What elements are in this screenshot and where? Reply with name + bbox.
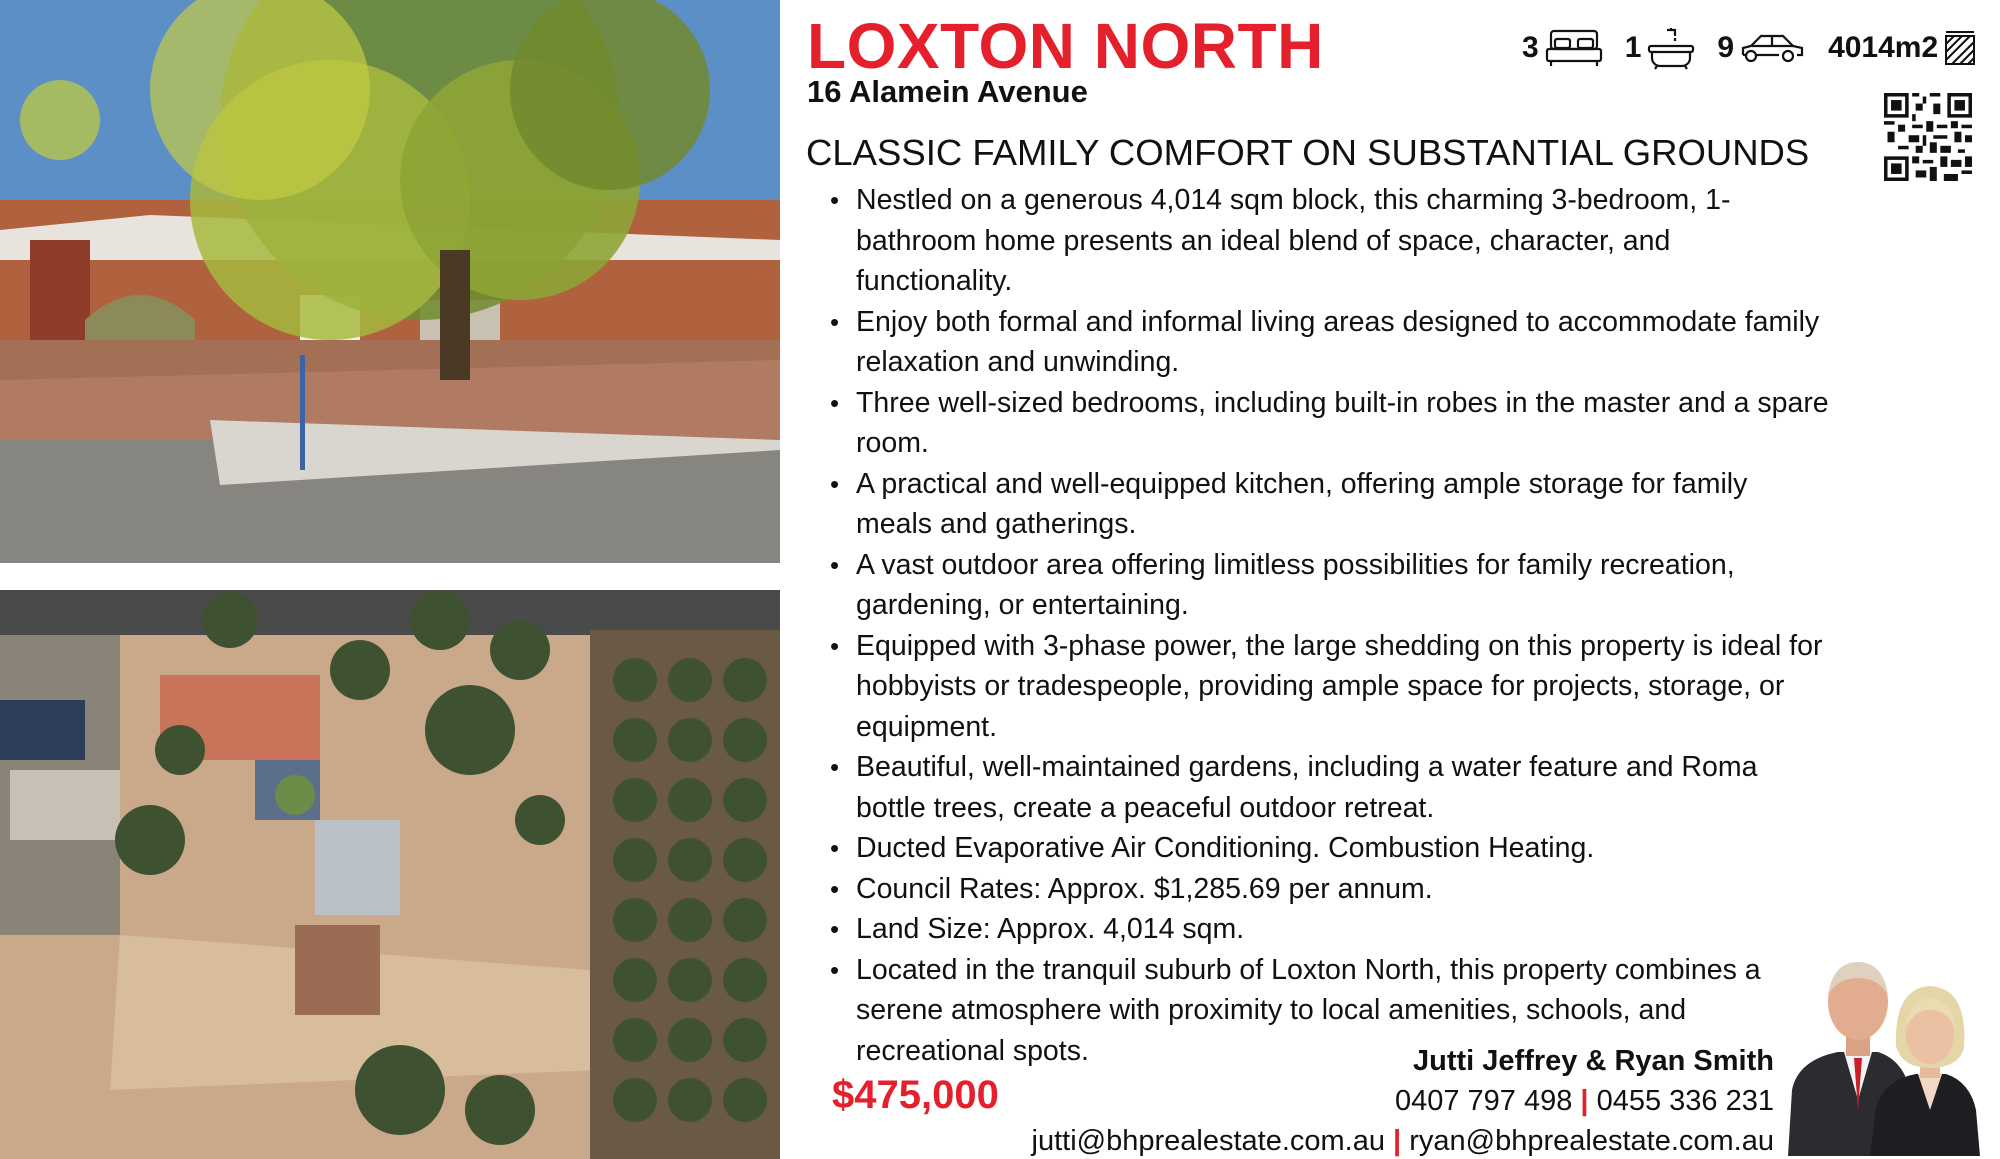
list-item: • Located in the tranquil suburb of Loxton North, this property combines a serene atmosphere with proximity to local amenities, schools, and recreational spots. <box>830 950 1830 1072</box>
list-item: • Land Size: Approx. 4,014 sqm. <box>830 909 1830 950</box>
aerial-photo <box>0 590 780 1159</box>
list-item: • A vast outdoor area offering limitless possibilities for family recreation, gardening, or entertaining. <box>830 545 1830 626</box>
list-item: • A practical and well-equipped kitchen, offering ample storage for family meals and gatherings. <box>830 464 1830 545</box>
land-size: 4014m2 <box>1828 31 1939 64</box>
car-feature <box>1717 31 1806 65</box>
agent-email-2[interactable]: ryan@bhprealestate.com.au <box>1409 1125 1774 1157</box>
agents-photo <box>1778 950 1980 1156</box>
feature-list <box>830 180 1830 1071</box>
listing-headline: CLASSIC FAMILY COMFORT ON SUBSTANTIAL GROUNDS <box>806 132 1810 173</box>
car-count: 9 <box>1717 31 1735 64</box>
street-photo <box>0 0 780 563</box>
list-item: • Three well-sized bedrooms, including built-in robes in the master and a spare room. <box>830 383 1830 464</box>
separator: | <box>1393 1125 1402 1157</box>
agent-phone-1[interactable]: 0407 797 498 <box>1394 1085 1573 1117</box>
list-item: • Equipped with 3-phase power, the large shedding on this property is ideal for hobbyists or tradespeople, providing ample space for projects, storage, or equipment. <box>830 626 1830 748</box>
list-item: • Ducted Evaporative Air Conditioning. Combustion Heating. <box>830 828 1830 869</box>
property-features <box>1522 26 1978 70</box>
bedrooms-feature <box>1522 28 1603 68</box>
bathrooms-count: 1 <box>1624 31 1642 64</box>
price: $475,000 <box>832 1073 999 1117</box>
list-item: • Enjoy both formal and informal living areas designed to accommodate family relaxation and unwinding. <box>830 302 1830 383</box>
agent-phones <box>1395 1087 1774 1116</box>
list-item: • Beautiful, well-maintained gardens, including a water feature and Roma bottle trees, create a peaceful outdoor retreat. <box>830 747 1830 828</box>
qr-code-icon[interactable] <box>1884 93 1972 181</box>
car-icon <box>1740 31 1806 65</box>
suburb-title: LOXTON NORTH <box>807 10 1324 82</box>
agent-names: Jutti Jeffrey & Ryan Smith <box>1413 1045 1774 1077</box>
agent-emails <box>1032 1127 1774 1156</box>
land-feature <box>1828 30 1978 66</box>
agent-email-1[interactable]: jutti@bhprealestate.com.au <box>1031 1125 1385 1157</box>
agent-phone-2[interactable]: 0455 336 231 <box>1596 1085 1774 1117</box>
bath-icon <box>1647 26 1695 70</box>
list-item: • Council Rates: Approx. $1,285.69 per annum. <box>830 869 1830 910</box>
bed-icon <box>1545 28 1603 68</box>
bathrooms-feature <box>1625 26 1696 70</box>
list-item: • Nestled on a generous 4,014 sqm block, this charming 3-bedroom, 1-bathroom home presents an ideal blend of space, character, and functionality. <box>830 180 1830 302</box>
land-icon <box>1944 30 1978 66</box>
address: 16 Alamein Avenue <box>807 74 1088 109</box>
bedrooms-count: 3 <box>1522 31 1539 64</box>
separator: | <box>1580 1085 1589 1117</box>
